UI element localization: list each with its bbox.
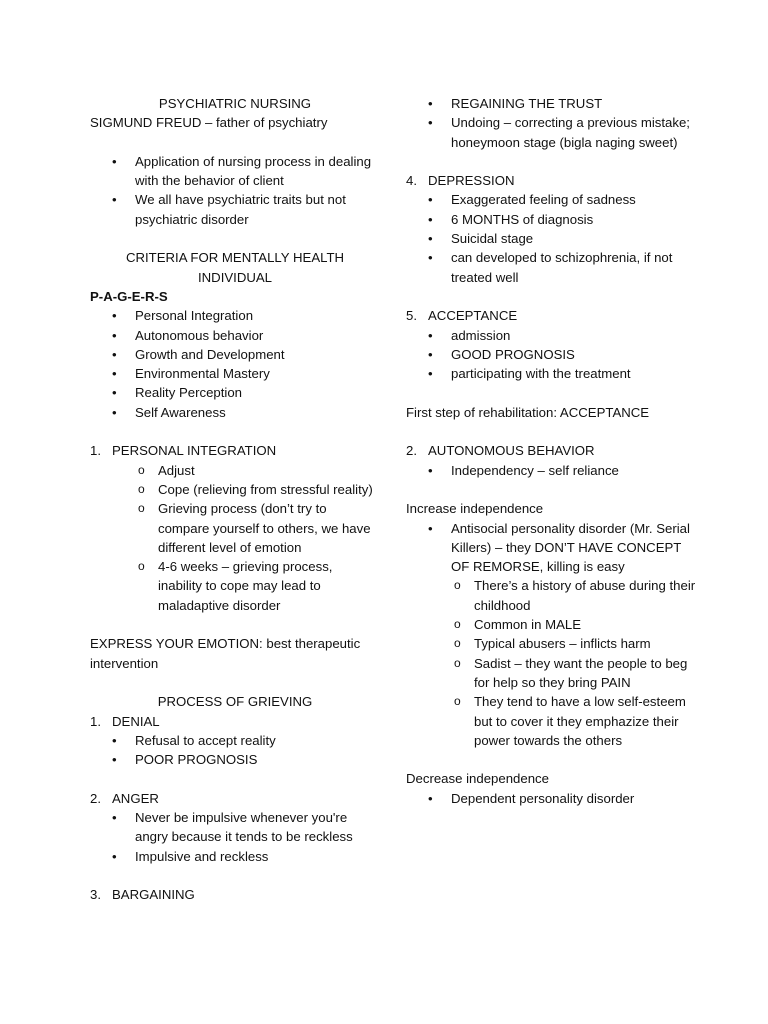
list-item: • Refusal to accept reality — [112, 732, 276, 748]
list-item: • Dependent personality disorder — [428, 790, 635, 806]
criteria-heading: CRITERIA FOR MENTALLY HEALTH INDIVIDUAL — [125, 250, 345, 285]
list-item: • REGAINING THE TRUST — [428, 96, 603, 111]
list-item: • GOOD PROGNOSIS — [428, 346, 575, 362]
list-item: o Common in MALE — [454, 617, 582, 633]
list-item: • Personal Integration — [112, 308, 254, 324]
list-item: o Grieving process (don’t try to compare yourself to others, we have different level of emotion — [138, 501, 371, 555]
section-personal-integration: 1. PERSONAL INTEGRATION — [90, 443, 277, 459]
list-item: • We all have psychiatric traits but not psychiatric disorder — [112, 192, 346, 227]
list-item: • POOR PROGNOSIS — [112, 752, 258, 768]
list-item: • Application of nursing process in dealing with the behavior of client — [112, 153, 372, 189]
list-item: o Typical abusers – inflicts harm — [454, 636, 651, 652]
depression-list — [406, 190, 696, 286]
section-autonomous-behavior: 2. AUTONOMOUS BEHAVIOR — [406, 443, 595, 459]
list-item: • Suicidal stage — [428, 231, 534, 247]
denial-list — [90, 731, 380, 770]
list-item: o Adjust — [138, 462, 195, 478]
grieving-heading: PROCESS OF GRIEVING — [157, 694, 313, 710]
pagers-label: P-A-G-E-R-S — [90, 288, 168, 304]
list-item: o There’s a history of abuse during their childhood — [454, 578, 696, 613]
list-item: o Cope (relieving from stressful reality) — [138, 481, 373, 497]
section-depression: 4. DEPRESSION — [406, 173, 515, 189]
decrease-independence-heading: Decrease independence — [406, 771, 549, 787]
freud-line: SIGMUND FREUD – father of psychiatry — [90, 115, 328, 131]
increase-list — [406, 519, 696, 577]
list-item: • Self Awareness — [112, 404, 226, 420]
list-item: • 6 MONTHS of diagnosis — [428, 211, 594, 227]
increase-independence-heading: Increase independence — [406, 501, 544, 517]
decrease-list — [406, 789, 696, 808]
list-item: o 4-6 weeks – grieving process, inability to cope may lead to maladaptive disorder — [138, 559, 333, 613]
section-bargaining: 3. BARGAINING — [90, 887, 195, 903]
personal-integration-list — [90, 461, 380, 615]
list-item: • Independency – self reliance — [428, 462, 619, 478]
list-item: • Environmental Mastery — [112, 366, 270, 382]
list-item: • Reality Perception — [112, 385, 243, 401]
left-column — [90, 94, 380, 904]
acceptance-list — [406, 326, 696, 384]
list-item: • Undoing – correcting a previous mistake; honeymoon stage (bigla naging sweet) — [428, 115, 690, 150]
document-title: PSYCHIATRIC NURSING — [158, 96, 312, 111]
section-anger: 2. ANGER — [90, 790, 159, 806]
autonomous-list — [406, 461, 696, 480]
list-item: o They tend to have a low self-esteem but to cover it they emphazize their power towards the others — [454, 694, 686, 748]
list-item: o Sadist – they want the people to beg for help so they bring PAIN — [454, 655, 688, 690]
list-item: • Autonomous behavior — [112, 327, 264, 343]
list-item: • admission — [428, 327, 511, 343]
pagers-list — [90, 306, 380, 422]
list-item: • can developed to schizophrenia, if not treated well — [428, 250, 673, 285]
first-step-line: First step of rehabilitation: ACCEPTANCE — [406, 404, 650, 420]
list-item: • participating with the treatment — [428, 366, 631, 382]
bargaining-list — [406, 94, 696, 152]
list-item: • Exaggerated feeling of sadness — [428, 192, 636, 208]
list-item: • Never be impulsive whenever you're angry because it tends to be reckless — [112, 809, 353, 845]
antisocial-sublist — [406, 576, 696, 750]
section-acceptance: 5. ACCEPTANCE — [406, 308, 518, 324]
list-item: • Growth and Development — [112, 346, 285, 362]
list-item: • Antisocial personality disorder (Mr. Serial Killers) – they DON’T HAVE CONCEPT OF REMORSE, killing is easy — [428, 520, 690, 575]
right-column — [406, 94, 696, 808]
list-item: • Impulsive and reckless — [112, 848, 269, 864]
express-emotion-line: EXPRESS YOUR EMOTION: best therapeutic intervention — [90, 636, 361, 671]
intro-list — [90, 152, 380, 229]
anger-list — [90, 808, 380, 866]
section-denial: 1. DENIAL — [90, 713, 160, 729]
